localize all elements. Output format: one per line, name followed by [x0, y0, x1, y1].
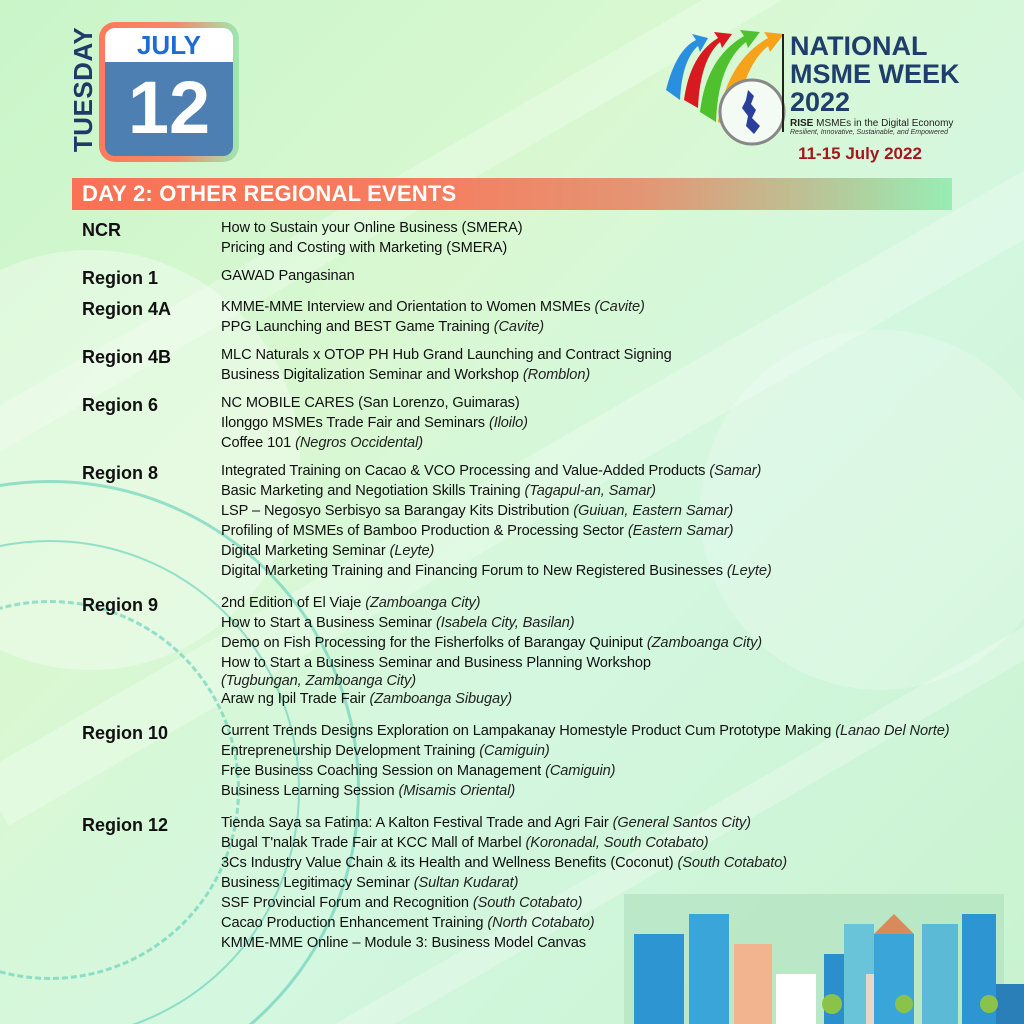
- region-event-list: [221, 266, 962, 289]
- event-item: [221, 541, 962, 561]
- event-location: (South Cotabato): [677, 855, 788, 871]
- event-item: [221, 813, 962, 833]
- event-item: [221, 761, 962, 781]
- event-item: [221, 266, 962, 286]
- event-location: (Samar): [709, 463, 762, 479]
- event-location: (Sultan Kudarat): [413, 875, 519, 891]
- event-title: How to Start a Business Seminar: [221, 615, 433, 631]
- event-brand-block: [790, 32, 960, 164]
- event-title: Digital Marketing Training and Financing Forum to New Registered Businesses: [221, 563, 723, 579]
- region-group: [82, 218, 962, 258]
- region-event-list: [221, 218, 962, 258]
- event-item: [221, 689, 962, 709]
- event-title: Demo on Fish Processing for the Fisherfolks of Barangay Quiniput: [221, 635, 643, 651]
- weekday-label: TUESDAY: [68, 26, 99, 152]
- region-name: Region 6: [82, 395, 159, 415]
- event-location: (Tugbungan, Zamboanga City): [221, 673, 416, 689]
- event-location: (Romblon): [522, 367, 591, 383]
- event-title: Pricing and Costing with Marketing (SMERA): [221, 240, 508, 256]
- event-location: (North Cotabato): [487, 915, 595, 931]
- event-item: [221, 653, 962, 689]
- event-location: (Misamis Oriental): [398, 783, 516, 799]
- region-group: [82, 345, 962, 385]
- event-title: Cacao Production Enhancement Training: [221, 915, 484, 931]
- section-title: DAY 2: OTHER REGIONAL EVENTS: [82, 181, 457, 206]
- event-location: (Zamboanga Sibugay): [369, 691, 512, 707]
- event-location: (Negros Occidental): [295, 435, 423, 451]
- region-name: Region 4A: [82, 299, 172, 319]
- calendar-date-badge: [99, 22, 239, 162]
- brand-subtagline: Resilient, Innovative, Sustainable, and Empowered: [790, 129, 948, 136]
- event-item: [221, 218, 962, 238]
- section-banner: [72, 178, 952, 210]
- event-title: Entrepreneurship Development Training: [221, 743, 476, 759]
- event-location: (Tagapul-an, Samar): [524, 483, 656, 499]
- event-title: Integrated Training on Cacao & VCO Processing and Value-Added Products: [221, 463, 706, 479]
- event-item: [221, 613, 962, 633]
- event-location: (Leyte): [726, 563, 772, 579]
- event-title: Ilonggo MSMEs Trade Fair and Seminars: [221, 415, 485, 431]
- event-location: (Zamboanga City): [646, 635, 763, 651]
- event-title: How to Sustain your Online Business (SMERA): [221, 220, 523, 236]
- event-item: [221, 833, 962, 853]
- region-group: [82, 266, 962, 289]
- event-title: Business Digitalization Seminar and Workshop: [221, 367, 519, 383]
- region-group: [82, 393, 962, 453]
- event-item: [221, 297, 962, 317]
- event-location: (Iloilo): [488, 415, 528, 431]
- event-location: (Camiguin): [479, 743, 550, 759]
- region-event-list: [221, 345, 962, 385]
- event-location: (Guiuan, Eastern Samar): [573, 503, 734, 519]
- event-item: [221, 521, 962, 541]
- event-title: 2nd Edition of El Viaje: [221, 595, 362, 611]
- region-name: Region 10: [82, 723, 169, 743]
- region-group: [82, 461, 962, 581]
- event-item: [221, 593, 962, 613]
- event-title: PPG Launching and BEST Game Training: [221, 319, 490, 335]
- event-location: (Koronadal, South Cotabato): [525, 835, 709, 851]
- calendar-month: JULY: [105, 28, 233, 62]
- event-item: [221, 741, 962, 761]
- event-location: (South Cotabato): [472, 895, 583, 911]
- region-name: Region 12: [82, 815, 169, 835]
- event-title: KMME-MME Interview and Orientation to Women MSMEs: [221, 299, 591, 315]
- event-location: (Camiguin): [545, 763, 616, 779]
- event-item: [221, 393, 962, 413]
- region-name: Region 8: [82, 463, 159, 483]
- event-title: Tienda Saya sa Fatima: A Kalton Festival Trade and Agri Fair: [221, 815, 609, 831]
- msme-week-logo-icon: [656, 30, 786, 150]
- brand-tagline: RISE MSMEs in the Digital Economy: [790, 118, 954, 129]
- event-title: SSF Provincial Forum and Recognition: [221, 895, 469, 911]
- city-skyline-illustration: [604, 854, 1024, 1024]
- event-title: Free Business Coaching Session on Management: [221, 763, 542, 779]
- event-title: GAWAD Pangasinan: [221, 268, 355, 284]
- region-name: Region 1: [82, 268, 159, 288]
- event-location: (Cavite): [493, 319, 544, 335]
- brand-title-line2: MSME WEEK: [790, 59, 960, 89]
- region-name: Region 9: [82, 595, 159, 615]
- event-location: (General Santos City): [612, 815, 751, 831]
- event-dates: 11-15 July 2022: [798, 144, 922, 163]
- event-item: [221, 345, 962, 365]
- calendar-day: 12: [105, 62, 233, 156]
- event-item: [221, 317, 962, 337]
- event-item: [221, 461, 962, 481]
- brand-title-line1: NATIONAL: [790, 31, 928, 61]
- event-title: Business Learning Session: [221, 783, 395, 799]
- event-title: Araw ng Ipil Trade Fair: [221, 691, 366, 707]
- event-item: [221, 433, 962, 453]
- event-title: Coffee 101: [221, 435, 292, 451]
- event-title: Profiling of MSMEs of Bamboo Production & Processing Sector: [221, 523, 624, 539]
- event-item: [221, 721, 962, 741]
- brand-divider: [782, 34, 784, 132]
- event-location: (Zamboanga City): [365, 595, 481, 611]
- region-group: [82, 593, 962, 709]
- event-title: NC MOBILE CARES (San Lorenzo, Guimaras): [221, 395, 520, 411]
- event-item: [221, 561, 962, 581]
- event-location: (Isabela City, Basilan): [436, 615, 575, 631]
- event-title: Bugal T'nalak Trade Fair at KCC Mall of Marbel: [221, 835, 522, 851]
- event-title: MLC Naturals x OTOP PH Hub Grand Launching and Contract Signing: [221, 347, 672, 363]
- event-item: [221, 781, 962, 801]
- region-group: [82, 297, 962, 337]
- region-name: Region 4B: [82, 347, 172, 367]
- event-title: Business Legitimacy Seminar: [221, 875, 410, 891]
- event-location: (Eastern Samar): [627, 523, 734, 539]
- event-title: 3Cs Industry Value Chain & its Health and Wellness Benefits (Coconut): [221, 855, 674, 871]
- event-item: [221, 238, 962, 258]
- event-title: KMME-MME Online – Module 3: Business Model Canvas: [221, 935, 586, 951]
- event-location: (Cavite): [594, 299, 645, 315]
- event-title: Current Trends Designs Exploration on Lampakanay Homestyle Product Cum Prototype Making: [221, 723, 832, 739]
- event-title: LSP – Negosyo Serbisyo sa Barangay Kits Distribution: [221, 503, 570, 519]
- region-event-list: [221, 721, 962, 801]
- region-event-list: [221, 297, 962, 337]
- event-title: Digital Marketing Seminar: [221, 543, 386, 559]
- region-group: [82, 721, 962, 801]
- regional-events-list: [82, 218, 962, 961]
- region-name: NCR: [82, 220, 121, 240]
- event-title: Basic Marketing and Negotiation Skills Training: [221, 483, 521, 499]
- region-event-list: [221, 461, 962, 581]
- event-item: [221, 365, 962, 385]
- event-location: (Leyte): [389, 543, 435, 559]
- event-item: [221, 633, 962, 653]
- event-item: [221, 413, 962, 433]
- event-title: How to Start a Business Seminar and Business Planning Workshop: [221, 655, 651, 671]
- brand-title-line3: 2022: [790, 87, 851, 117]
- region-event-list: [221, 393, 962, 453]
- region-event-list: [221, 593, 962, 709]
- event-item: [221, 481, 962, 501]
- event-location: (Lanao Del Norte): [835, 723, 950, 739]
- event-item: [221, 501, 962, 521]
